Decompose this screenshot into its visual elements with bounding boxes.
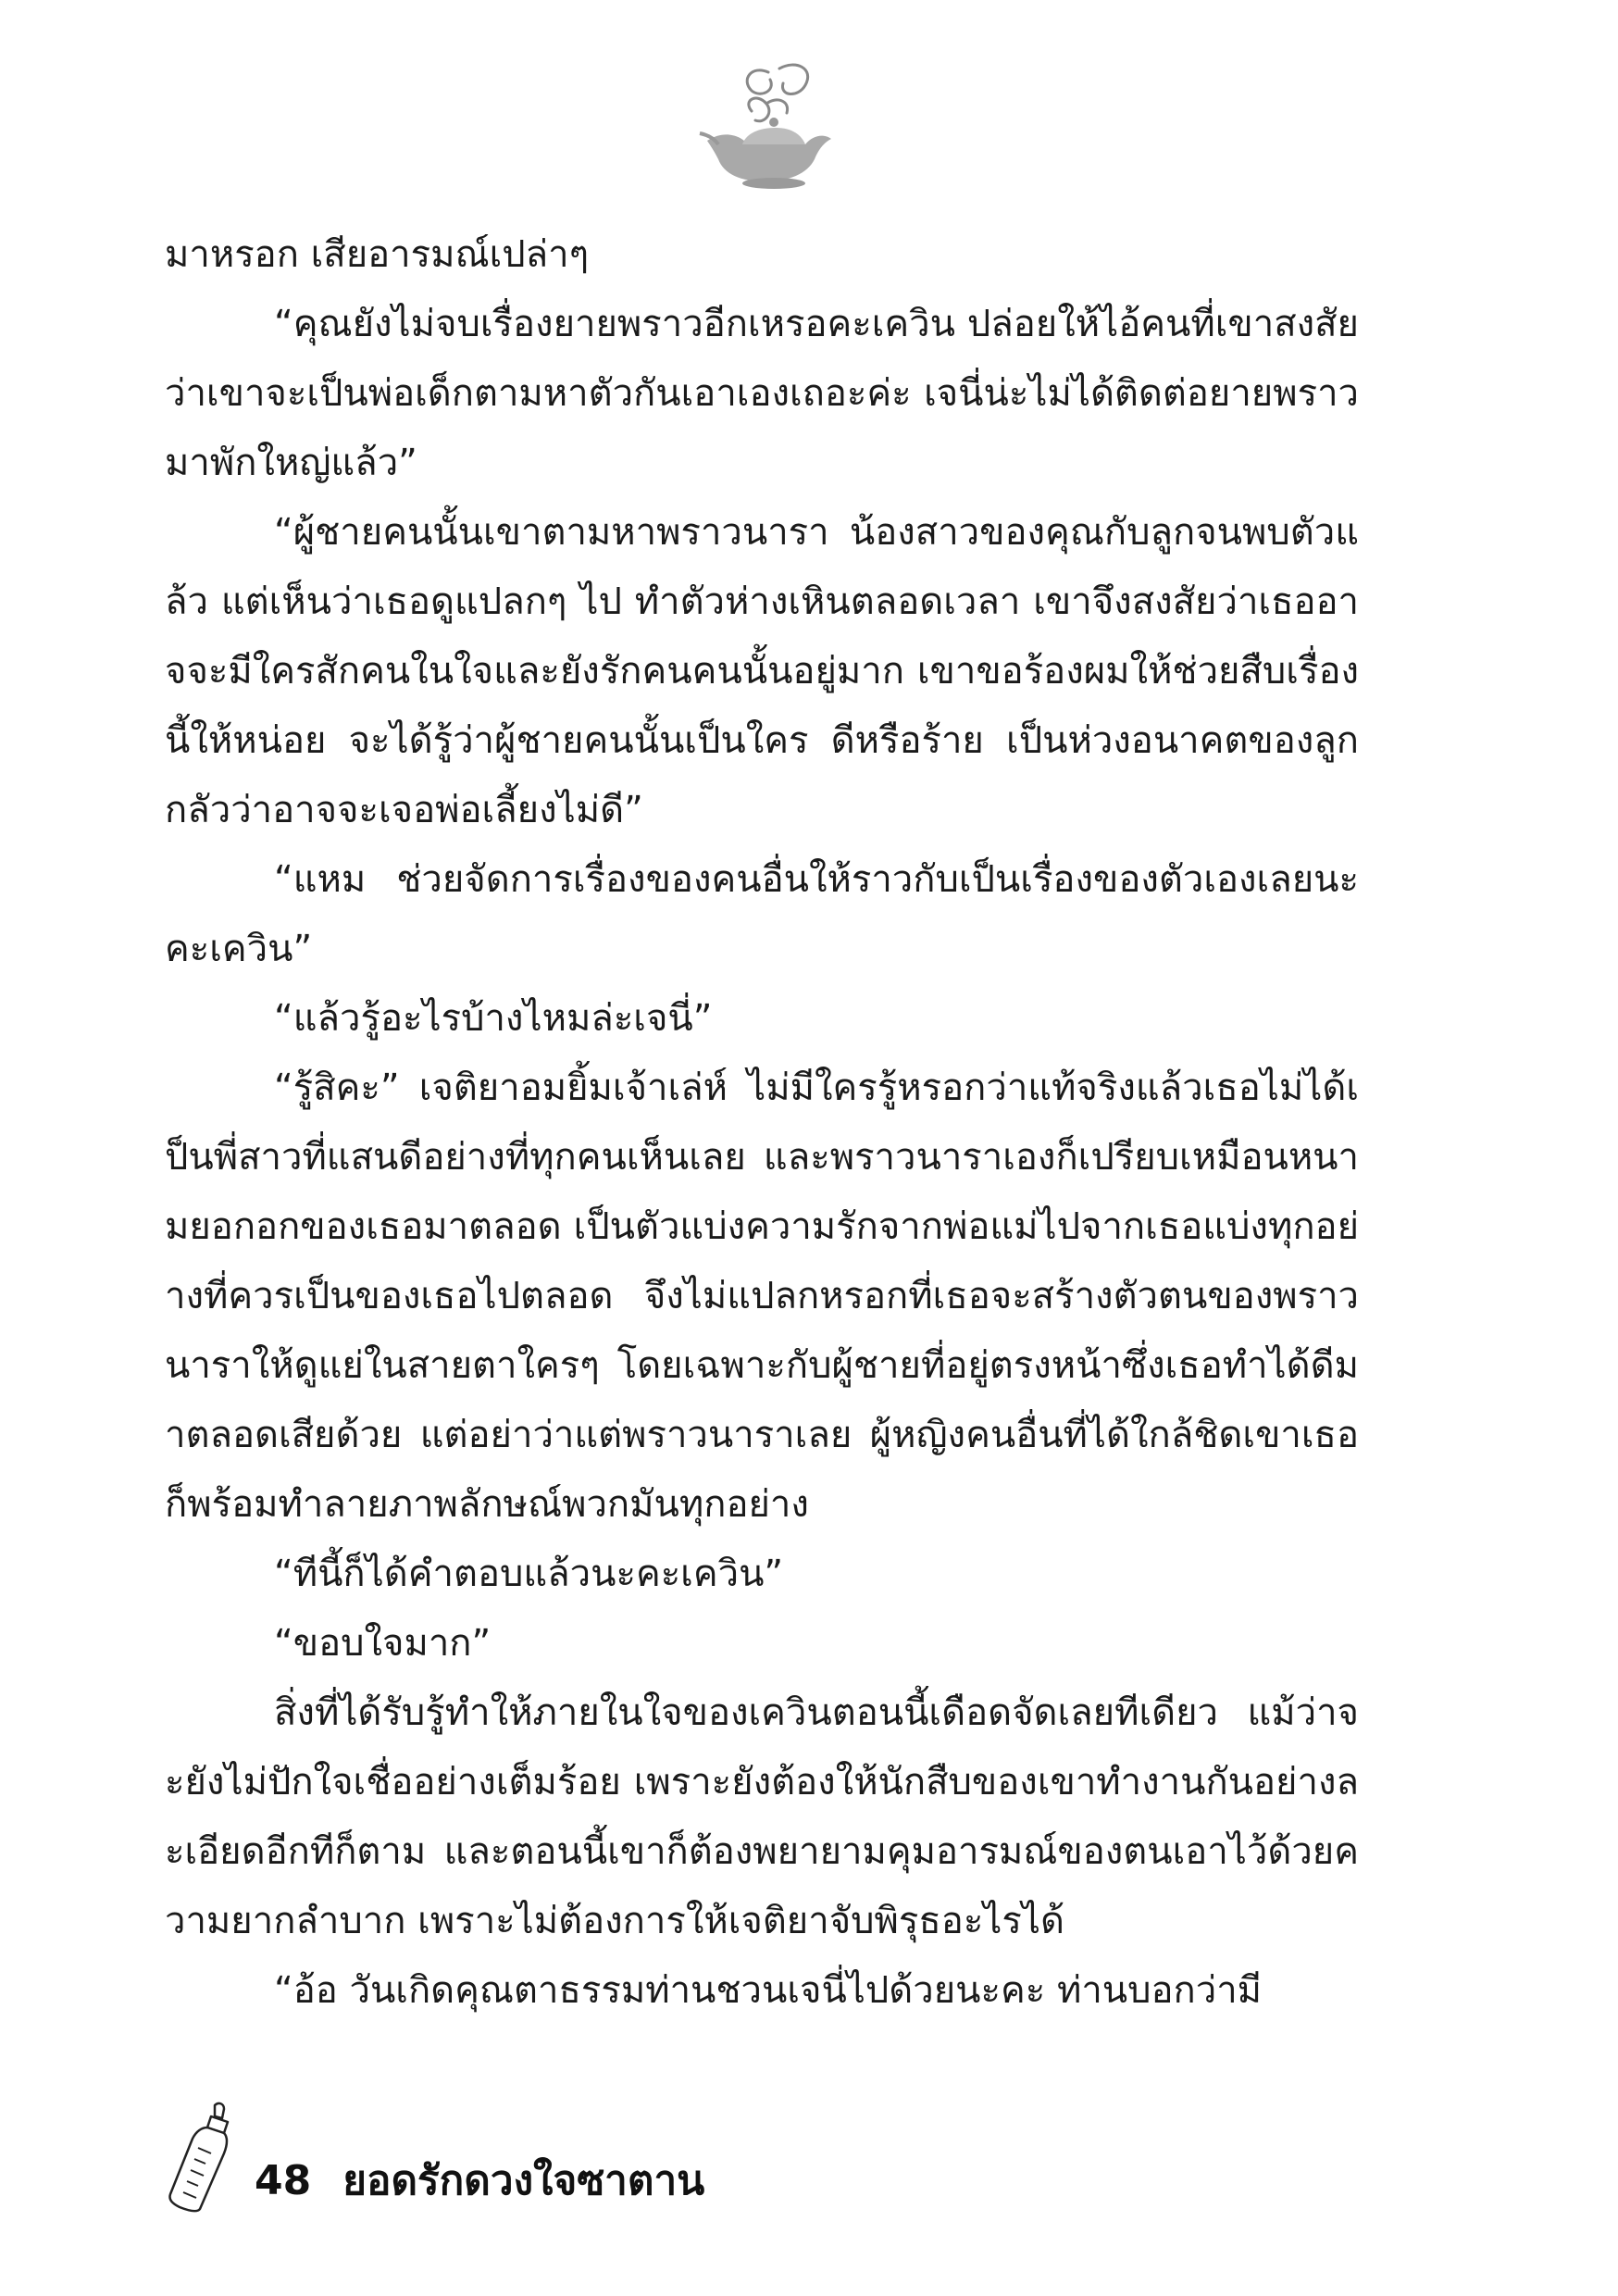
paragraph-1: มาหรอก เสียอารมณ์เปล่าๆ bbox=[165, 233, 590, 276]
paragraph-3: “ผู้ชายคนนั้นเขาตามหาพราวนารา น้องสาวของคุณกับลูกจนพบตัวแล้ว แต่เห็นว่าเธอดูแปลกๆ ไป ทำตัวห่างเหินตลอดเวลา เขาจึงสงสัยว่าเธออาจจะมีใครสักคนในใจและยังรักคนคนนั้นอยู่มาก เขาขอร้องผมให้ช่วยสืบเรื่องนี้ให้หน่อย จะได้รู้ว่าผู้ชายคนนั้นเป็นใคร ดีหรือร้าย เป็นห่วงอนาคตของลูก กลัวว่าอาจจะเจอพ่อเลี้ยงไม่ดี” bbox=[165, 511, 1359, 831]
paragraph-6: “รู้สิคะ” เจติยาอมยิ้มเจ้าเล่ห์ ไม่มีใครรู้หรอกว่าแท้จริงแล้วเธอไม่ได้เป็นพี่สาวที่แสนดีอย่างที่ทุกคนเห็นเลย และพราวนาราเองก็เปรียบเหมือนหนามยอกอกของเธอมาตลอด เป็นตัวแบ่งความรักจากพ่อแม่ไปจากเธอแบ่งทุกอย่างที่ควรเป็นของเธอไปตลอด จึงไม่แปลกหรอกที่เธอจะสร้างตัวตนของพราวนาราให้ดูแย่ในสายตาใครๆ โดยเฉพาะกับผู้ชายที่อยู่ตรงหน้าซึ่งเธอทำได้ดีมาตลอดเสียด้วย แต่อย่าว่าแต่พราวนาราเลย ผู้หญิงคนอื่นที่ได้ใกล้ชิดเขาเธอก็พร้อมทำลายภาพลักษณ์พวกมันทุกอย่าง bbox=[165, 1067, 1359, 1526]
paragraph-8: “ขอบใจมาก” bbox=[274, 1622, 492, 1665]
page-number: 48 bbox=[255, 2157, 312, 2204]
paragraph-2: “คุณยังไม่จบเรื่องยายพราวอีกเหรอคะเควิน ปล่อยให้ไอ้คนที่เขาสงสัยว่าเขาจะเป็นพ่อเด็กตามหาตัวกันเอาเองเถอะค่ะ เจนี่น่ะไม่ได้ติดต่อยายพราวมาพักใหญ่แล้ว” bbox=[165, 303, 1359, 484]
paragraph-4: “แหม ช่วยจัดการเรื่องของคนอื่นให้ราวกับเป็นเรื่องของตัวเองเลยนะคะเควิน” bbox=[165, 858, 1359, 970]
paragraph-9: สิ่งที่ได้รับรู้ทำให้ภายในใจของเควินตอนนี้เดือดจัดเลยทีเดียว แม้ว่าจะยังไม่ปักใจเชื่ออย่างเต็มร้อย เพราะยังต้องให้นักสืบของเขาทำงานกันอย่างละเอียดอีกทีก็ตาม และตอนนี้เขาก็ต้องพยายามคุมอารมณ์ของตนเอาไว้ด้วยความยากลำบาก เพราะไม่ต้องการให้เจติยาจับพิรุธอะไรได้ bbox=[165, 1691, 1359, 1942]
book-title: ยอดรักดวงใจซาตาน bbox=[342, 2157, 705, 2204]
paragraph-5: “แล้วรู้อะไรบ้างไหมล่ะเจนี่” bbox=[274, 997, 713, 1040]
genie-lamp-icon bbox=[687, 56, 844, 194]
paragraph-10: “อ้อ วันเกิดคุณตาธรรมท่านชวนเจนี่ไปด้วยนะคะ ท่านบอกว่ามี bbox=[274, 1969, 1263, 2012]
footer-text bbox=[255, 2155, 704, 2207]
page-footer bbox=[167, 2100, 815, 2220]
page-text bbox=[165, 220, 1359, 2026]
baby-bottle-icon bbox=[167, 2100, 243, 2215]
paragraph-7: “ทีนี้ก็ได้คำตอบแล้วนะคะเควิน” bbox=[274, 1553, 784, 1595]
